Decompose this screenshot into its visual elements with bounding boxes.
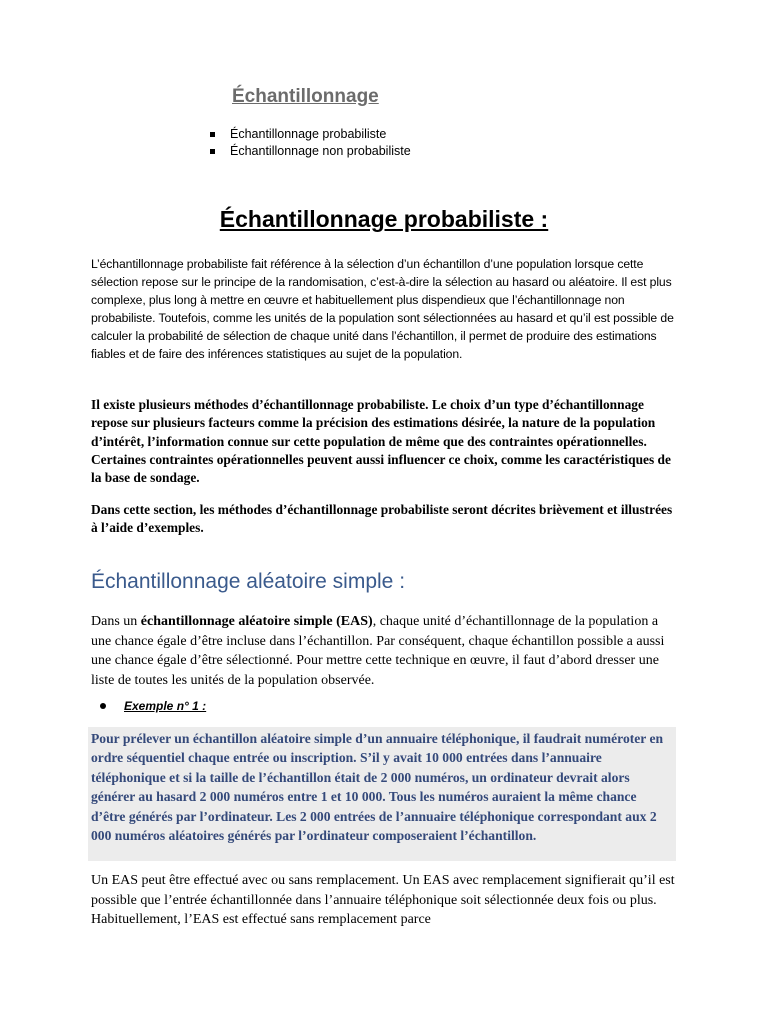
intro-paragraph: L’échantillonnage probabiliste fait référence à la sélection d’un échantillon d’une population lorsque cette sélection repose sur le principe de la randomisation, c’est-à-dire la sélection au hasard ou aléatoire. Il est plus complexe, plus long à mettre en œuvre et habituellement plus dispendieux que l’échantillonnage non probabiliste. Toutefois, comme les unités de la population sont sélectionnées au hasard et qu’il est possible de calculer la probabilité de sélection de chaque unité dans l’échantillon, il permet de produire des estimations fiables et de faire des inférences statistiques au sujet de la population.	[91, 257, 674, 361]
toc-item-label: Échantillonnage non probabiliste	[230, 144, 411, 158]
main-heading	[0, 206, 768, 233]
eas-suffix: , chaque unité d’échantillonnage de la population a une chance égale d’être incluse dans l’échantillon. Par conséquent, chaque échantillon possible a aussi une chance égale d’être sélectionné. Pour mettre cette technique en œuvre, il faut d’abord dresser une liste de toutes les unités de la population observée.	[91, 614, 665, 688]
example-label: Exemple n° 1 :	[124, 699, 207, 713]
square-bullet-icon	[210, 132, 215, 137]
round-bullet-icon	[100, 703, 106, 709]
square-bullet-icon	[210, 149, 215, 154]
top-heading: Échantillonnage	[232, 86, 379, 107]
table-of-contents	[210, 126, 411, 160]
section-paragraph: Dans cette section, les méthodes d’échantillonnage probabiliste seront décrites brièvement et illustrées à l’aide d’exemples.	[91, 502, 673, 536]
example-box: Pour prélever un échantillon aléatoire simple d’un annuaire téléphonique, il faudrait numéroter en ordre séquentiel chaque entrée ou inscription. S’il y avait 10 000 entrées dans l’annuaire téléphonique et si la taille de l’échantillon était de 2 000 numéros, un ordinateur devrait alors générer au hasard 2 000 numéros entre 1 et 10 000. Tous les numéros auraient la même chance d’être générés par l’ordinateur. Les 2 000 entrées de l’annuaire téléphonique correspondant aux 2 000 numéros aléatoires générés par l’ordinateur composeraient l’échantillon.	[88, 727, 676, 861]
eas-heading: Échantillonnage aléatoire simple :	[91, 570, 406, 593]
eas-paragraph	[91, 612, 681, 690]
replacement-paragraph: Un EAS peut être effectué avec ou sans remplacement. Un EAS avec remplacement signifierait qu’il est possible que l’entrée échantillonnée dans l’annuaire téléphonique soit sélectionnée deux fois ou plus. Habituellement, l’EAS est effectué sans remplacement parce	[91, 873, 675, 927]
toc-item-probabiliste	[210, 126, 411, 143]
eas-term: échantillonnage aléatoire simple (EAS)	[140, 614, 373, 629]
toc-item-label: Échantillonnage probabiliste	[230, 127, 387, 141]
eas-prefix: Dans un	[91, 614, 141, 629]
example-item	[100, 699, 206, 713]
toc-item-non-probabiliste	[210, 143, 411, 160]
main-heading-text: Échantillonnage probabiliste :	[219, 206, 549, 232]
methods-paragraph: Il existe plusieurs méthodes d’échantillonnage probabiliste. Le choix d’un type d’échantillonnage repose sur plusieurs facteurs comme la précision des estimations désirée, la nature de la population d’intérêt, l’information connue sur cette population de même que des contraintes opérationnelles. Certaines contraintes opérationnelles peuvent aussi influencer ce choix, comme les caractéristiques de la base de sondage.	[91, 397, 671, 486]
